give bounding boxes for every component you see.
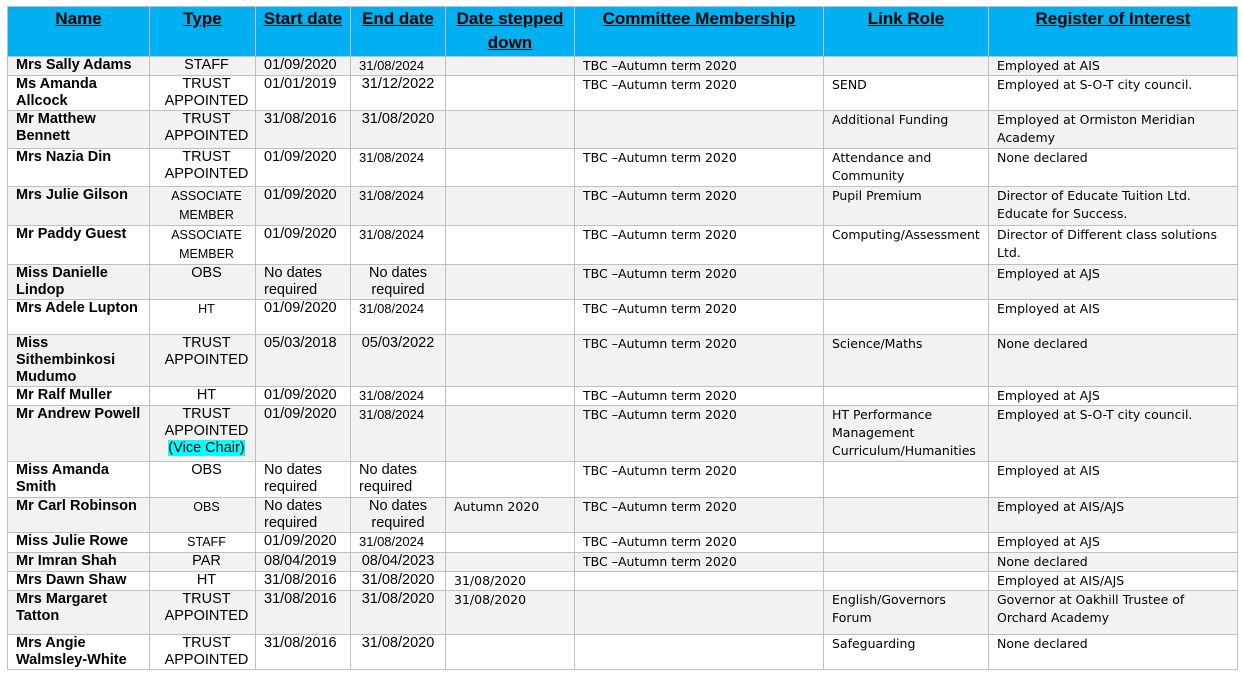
cell-type — [150, 265, 256, 300]
type-label: PAR — [192, 553, 221, 569]
cell-start-date: 01/09/2020 — [256, 57, 351, 76]
cell-end-date: 31/08/2024 — [351, 187, 446, 226]
cell-date-stepped-down: 31/08/2020 — [446, 591, 575, 635]
header-date-stepped-down: Date stepped down — [446, 7, 575, 57]
cell-end-date: 31/12/2022 — [351, 76, 446, 111]
cell-start-date: 01/09/2020 — [256, 406, 351, 462]
cell-type — [150, 406, 256, 462]
cell-date-stepped-down — [446, 265, 575, 300]
cell-type — [150, 226, 256, 265]
cell-committee-membership — [575, 572, 824, 591]
cell-committee-membership: TBC –Autumn term 2020 — [575, 387, 824, 406]
cell-register-of-interest: Employed at S-O-T city council. — [989, 406, 1238, 462]
header-name: Name — [8, 7, 150, 57]
cell-name: Mrs Nazia Din — [8, 149, 150, 187]
cell-link-role: Safeguarding — [824, 635, 989, 670]
type-label: STAFF — [184, 57, 229, 73]
cell-link-role: Pupil Premium — [824, 187, 989, 226]
cell-type — [150, 572, 256, 591]
cell-start-date: 01/09/2020 — [256, 226, 351, 265]
cell-date-stepped-down — [446, 387, 575, 406]
cell-type — [150, 533, 256, 553]
cell-link-role: Attendance and Community — [824, 149, 989, 187]
cell-link-role — [824, 498, 989, 533]
cell-committee-membership: TBC –Autumn term 2020 — [575, 533, 824, 553]
cell-register-of-interest: Employed at AIS/AJS — [989, 498, 1238, 533]
cell-end-date: No dates required — [351, 265, 446, 300]
cell-start-date: 01/09/2020 — [256, 387, 351, 406]
table-row — [8, 591, 1238, 635]
cell-end-date: 05/03/2022 — [351, 335, 446, 387]
cell-type — [150, 149, 256, 187]
cell-type — [150, 498, 256, 533]
cell-committee-membership: TBC –Autumn term 2020 — [575, 57, 824, 76]
cell-committee-membership: TBC –Autumn term 2020 — [575, 149, 824, 187]
governors-table — [7, 6, 1238, 670]
cell-name: Mrs Julie Gilson — [8, 187, 150, 226]
cell-link-role — [824, 533, 989, 553]
cell-type — [150, 553, 256, 572]
cell-name: Mrs Angie Walmsley-White — [8, 635, 150, 670]
table-row — [8, 300, 1238, 335]
type-label: TRUST APPOINTED — [164, 406, 249, 439]
table-row — [8, 572, 1238, 591]
table-row — [8, 187, 1238, 226]
type-label: ASSOCIATE MEMBER — [171, 228, 242, 261]
cell-link-role — [824, 265, 989, 300]
cell-register-of-interest: None declared — [989, 335, 1238, 387]
table-row — [8, 57, 1238, 76]
cell-date-stepped-down — [446, 57, 575, 76]
cell-committee-membership: TBC –Autumn term 2020 — [575, 76, 824, 111]
cell-start-date: No dates required — [256, 462, 351, 498]
cell-link-role — [824, 553, 989, 572]
type-label: HT — [196, 387, 217, 403]
cell-date-stepped-down — [446, 226, 575, 265]
cell-date-stepped-down: 31/08/2020 — [446, 572, 575, 591]
cell-register-of-interest: Employed at AJS — [989, 387, 1238, 406]
table-row — [8, 462, 1238, 498]
table-row — [8, 387, 1238, 406]
cell-type — [150, 335, 256, 387]
cell-link-role: Computing/Assessment — [824, 226, 989, 265]
cell-start-date: 08/04/2019 — [256, 553, 351, 572]
cell-register-of-interest: Employed at AJS — [989, 533, 1238, 553]
cell-committee-membership: TBC –Autumn term 2020 — [575, 498, 824, 533]
cell-register-of-interest: Governor at Oakhill Trustee of Orchard Academy — [989, 591, 1238, 635]
cell-committee-membership: TBC –Autumn term 2020 — [575, 187, 824, 226]
type-label: TRUST APPOINTED — [164, 76, 249, 109]
table-row — [8, 149, 1238, 187]
table-row — [8, 406, 1238, 462]
cell-committee-membership — [575, 635, 824, 670]
cell-link-role: English/Governors Forum — [824, 591, 989, 635]
cell-type — [150, 635, 256, 670]
header-committee-membership: Committee Membership — [575, 7, 824, 57]
table-row — [8, 553, 1238, 572]
cell-name: Ms Amanda Allcock — [8, 76, 150, 111]
cell-name: Mrs Margaret Tatton — [8, 591, 150, 635]
cell-link-role — [824, 572, 989, 591]
cell-register-of-interest: None declared — [989, 553, 1238, 572]
cell-type — [150, 387, 256, 406]
cell-register-of-interest: Employed at AIS/AJS — [989, 572, 1238, 591]
cell-end-date: 31/08/2024 — [351, 406, 446, 462]
cell-end-date: 31/08/2020 — [351, 572, 446, 591]
cell-date-stepped-down — [446, 635, 575, 670]
type-label: OBS — [193, 500, 220, 514]
cell-end-date: 31/08/2024 — [351, 226, 446, 265]
header-row — [8, 7, 1238, 57]
cell-start-date: No dates required — [256, 498, 351, 533]
cell-date-stepped-down — [446, 111, 575, 149]
cell-name: Mr Imran Shah — [8, 553, 150, 572]
cell-register-of-interest: Employed at AIS — [989, 462, 1238, 498]
header-end-date: End date — [351, 7, 446, 57]
cell-date-stepped-down — [446, 406, 575, 462]
table-row — [8, 335, 1238, 387]
cell-start-date: 01/01/2019 — [256, 76, 351, 111]
cell-date-stepped-down: Autumn 2020 — [446, 498, 575, 533]
header-start-date: Start date — [256, 7, 351, 57]
cell-name: Mrs Sally Adams — [8, 57, 150, 76]
table-body — [8, 57, 1238, 670]
cell-register-of-interest: Employed at AIS — [989, 57, 1238, 76]
cell-link-role: Science/Maths — [824, 335, 989, 387]
table-row — [8, 635, 1238, 670]
cell-register-of-interest: Director of Different class solutions Ltd. — [989, 226, 1238, 265]
cell-link-role — [824, 57, 989, 76]
type-label: HT — [196, 572, 217, 588]
type-label: STAFF — [187, 535, 226, 549]
cell-name: Miss Sithembinkosi Mudumo — [8, 335, 150, 387]
cell-name: Miss Julie Rowe — [8, 533, 150, 553]
cell-register-of-interest: Employed at AJS — [989, 265, 1238, 300]
type-label: HT — [198, 302, 215, 316]
cell-date-stepped-down — [446, 533, 575, 553]
cell-date-stepped-down — [446, 76, 575, 111]
cell-start-date: 31/08/2016 — [256, 635, 351, 670]
cell-start-date: 05/03/2018 — [256, 335, 351, 387]
cell-type — [150, 76, 256, 111]
table-row — [8, 76, 1238, 111]
cell-register-of-interest: Director of Educate Tuition Ltd. Educate for Success. — [989, 187, 1238, 226]
header-link-role: Link Role — [824, 7, 989, 57]
cell-type — [150, 462, 256, 498]
cell-name: Mr Carl Robinson — [8, 498, 150, 533]
cell-end-date: 08/04/2023 — [351, 553, 446, 572]
cell-start-date: 31/08/2016 — [256, 591, 351, 635]
cell-date-stepped-down — [446, 462, 575, 498]
cell-start-date: 01/09/2020 — [256, 300, 351, 335]
cell-end-date: 31/08/2020 — [351, 591, 446, 635]
cell-committee-membership — [575, 591, 824, 635]
cell-start-date: 31/08/2016 — [256, 111, 351, 149]
cell-link-role: HT Performance Management Curriculum/Humanities — [824, 406, 989, 462]
header-type: Type — [150, 7, 256, 57]
table-row — [8, 533, 1238, 553]
type-label: OBS — [191, 265, 222, 281]
table-row — [8, 265, 1238, 300]
cell-date-stepped-down — [446, 149, 575, 187]
table-row — [8, 498, 1238, 533]
cell-register-of-interest: None declared — [989, 149, 1238, 187]
cell-date-stepped-down — [446, 187, 575, 226]
cell-end-date: 31/08/2024 — [351, 387, 446, 406]
cell-register-of-interest: None declared — [989, 635, 1238, 670]
vice-chair-badge: (Vice Chair) — [168, 440, 245, 456]
cell-link-role — [824, 462, 989, 498]
cell-name: Miss Danielle Lindop — [8, 265, 150, 300]
cell-end-date: 31/08/2024 — [351, 533, 446, 553]
type-label: ASSOCIATE MEMBER — [171, 189, 242, 222]
table-row — [8, 111, 1238, 149]
cell-name: Mr Paddy Guest — [8, 226, 150, 265]
cell-committee-membership: TBC –Autumn term 2020 — [575, 406, 824, 462]
cell-name: Mr Andrew Powell — [8, 406, 150, 462]
cell-name: Mr Ralf Muller — [8, 387, 150, 406]
cell-name: Mrs Dawn Shaw — [8, 572, 150, 591]
cell-end-date: No dates required — [351, 498, 446, 533]
cell-end-date: 31/08/2024 — [351, 149, 446, 187]
cell-start-date: 31/08/2016 — [256, 572, 351, 591]
cell-committee-membership: TBC –Autumn term 2020 — [575, 335, 824, 387]
cell-committee-membership: TBC –Autumn term 2020 — [575, 462, 824, 498]
cell-link-role — [824, 387, 989, 406]
cell-name: Mrs Adele Lupton — [8, 300, 150, 335]
cell-register-of-interest: Employed at Ormiston Meridian Academy — [989, 111, 1238, 149]
cell-link-role: SEND — [824, 76, 989, 111]
cell-end-date: 31/08/2020 — [351, 635, 446, 670]
cell-start-date: 01/09/2020 — [256, 533, 351, 553]
cell-date-stepped-down — [446, 553, 575, 572]
cell-type — [150, 187, 256, 226]
cell-register-of-interest: Employed at S-O-T city council. — [989, 76, 1238, 111]
cell-end-date: 31/08/2024 — [351, 300, 446, 335]
cell-type — [150, 57, 256, 76]
cell-date-stepped-down — [446, 335, 575, 387]
cell-start-date: No dates required — [256, 265, 351, 300]
cell-link-role: Additional Funding — [824, 111, 989, 149]
cell-link-role — [824, 300, 989, 335]
cell-date-stepped-down — [446, 300, 575, 335]
cell-type — [150, 591, 256, 635]
type-label: TRUST APPOINTED — [164, 149, 249, 182]
type-label: TRUST APPOINTED — [164, 335, 249, 368]
cell-committee-membership: TBC –Autumn term 2020 — [575, 226, 824, 265]
table-row — [8, 226, 1238, 265]
cell-end-date: No dates required — [351, 462, 446, 498]
cell-type — [150, 300, 256, 335]
cell-start-date: 01/09/2020 — [256, 149, 351, 187]
cell-register-of-interest: Employed at AIS — [989, 300, 1238, 335]
cell-name: Mr Matthew Bennett — [8, 111, 150, 149]
type-label: TRUST APPOINTED — [164, 111, 249, 144]
type-label: OBS — [191, 462, 222, 478]
cell-committee-membership: TBC –Autumn term 2020 — [575, 265, 824, 300]
cell-name: Miss Amanda Smith — [8, 462, 150, 498]
cell-type — [150, 111, 256, 149]
cell-end-date: 31/08/2020 — [351, 111, 446, 149]
cell-start-date: 01/09/2020 — [256, 187, 351, 226]
cell-committee-membership: TBC –Autumn term 2020 — [575, 300, 824, 335]
cell-committee-membership: TBC –Autumn term 2020 — [575, 553, 824, 572]
header-register-of-interest: Register of Interest — [989, 7, 1238, 57]
type-label: TRUST APPOINTED — [164, 635, 249, 668]
type-label: TRUST APPOINTED — [164, 591, 249, 624]
cell-end-date: 31/08/2024 — [351, 57, 446, 76]
cell-committee-membership — [575, 111, 824, 149]
